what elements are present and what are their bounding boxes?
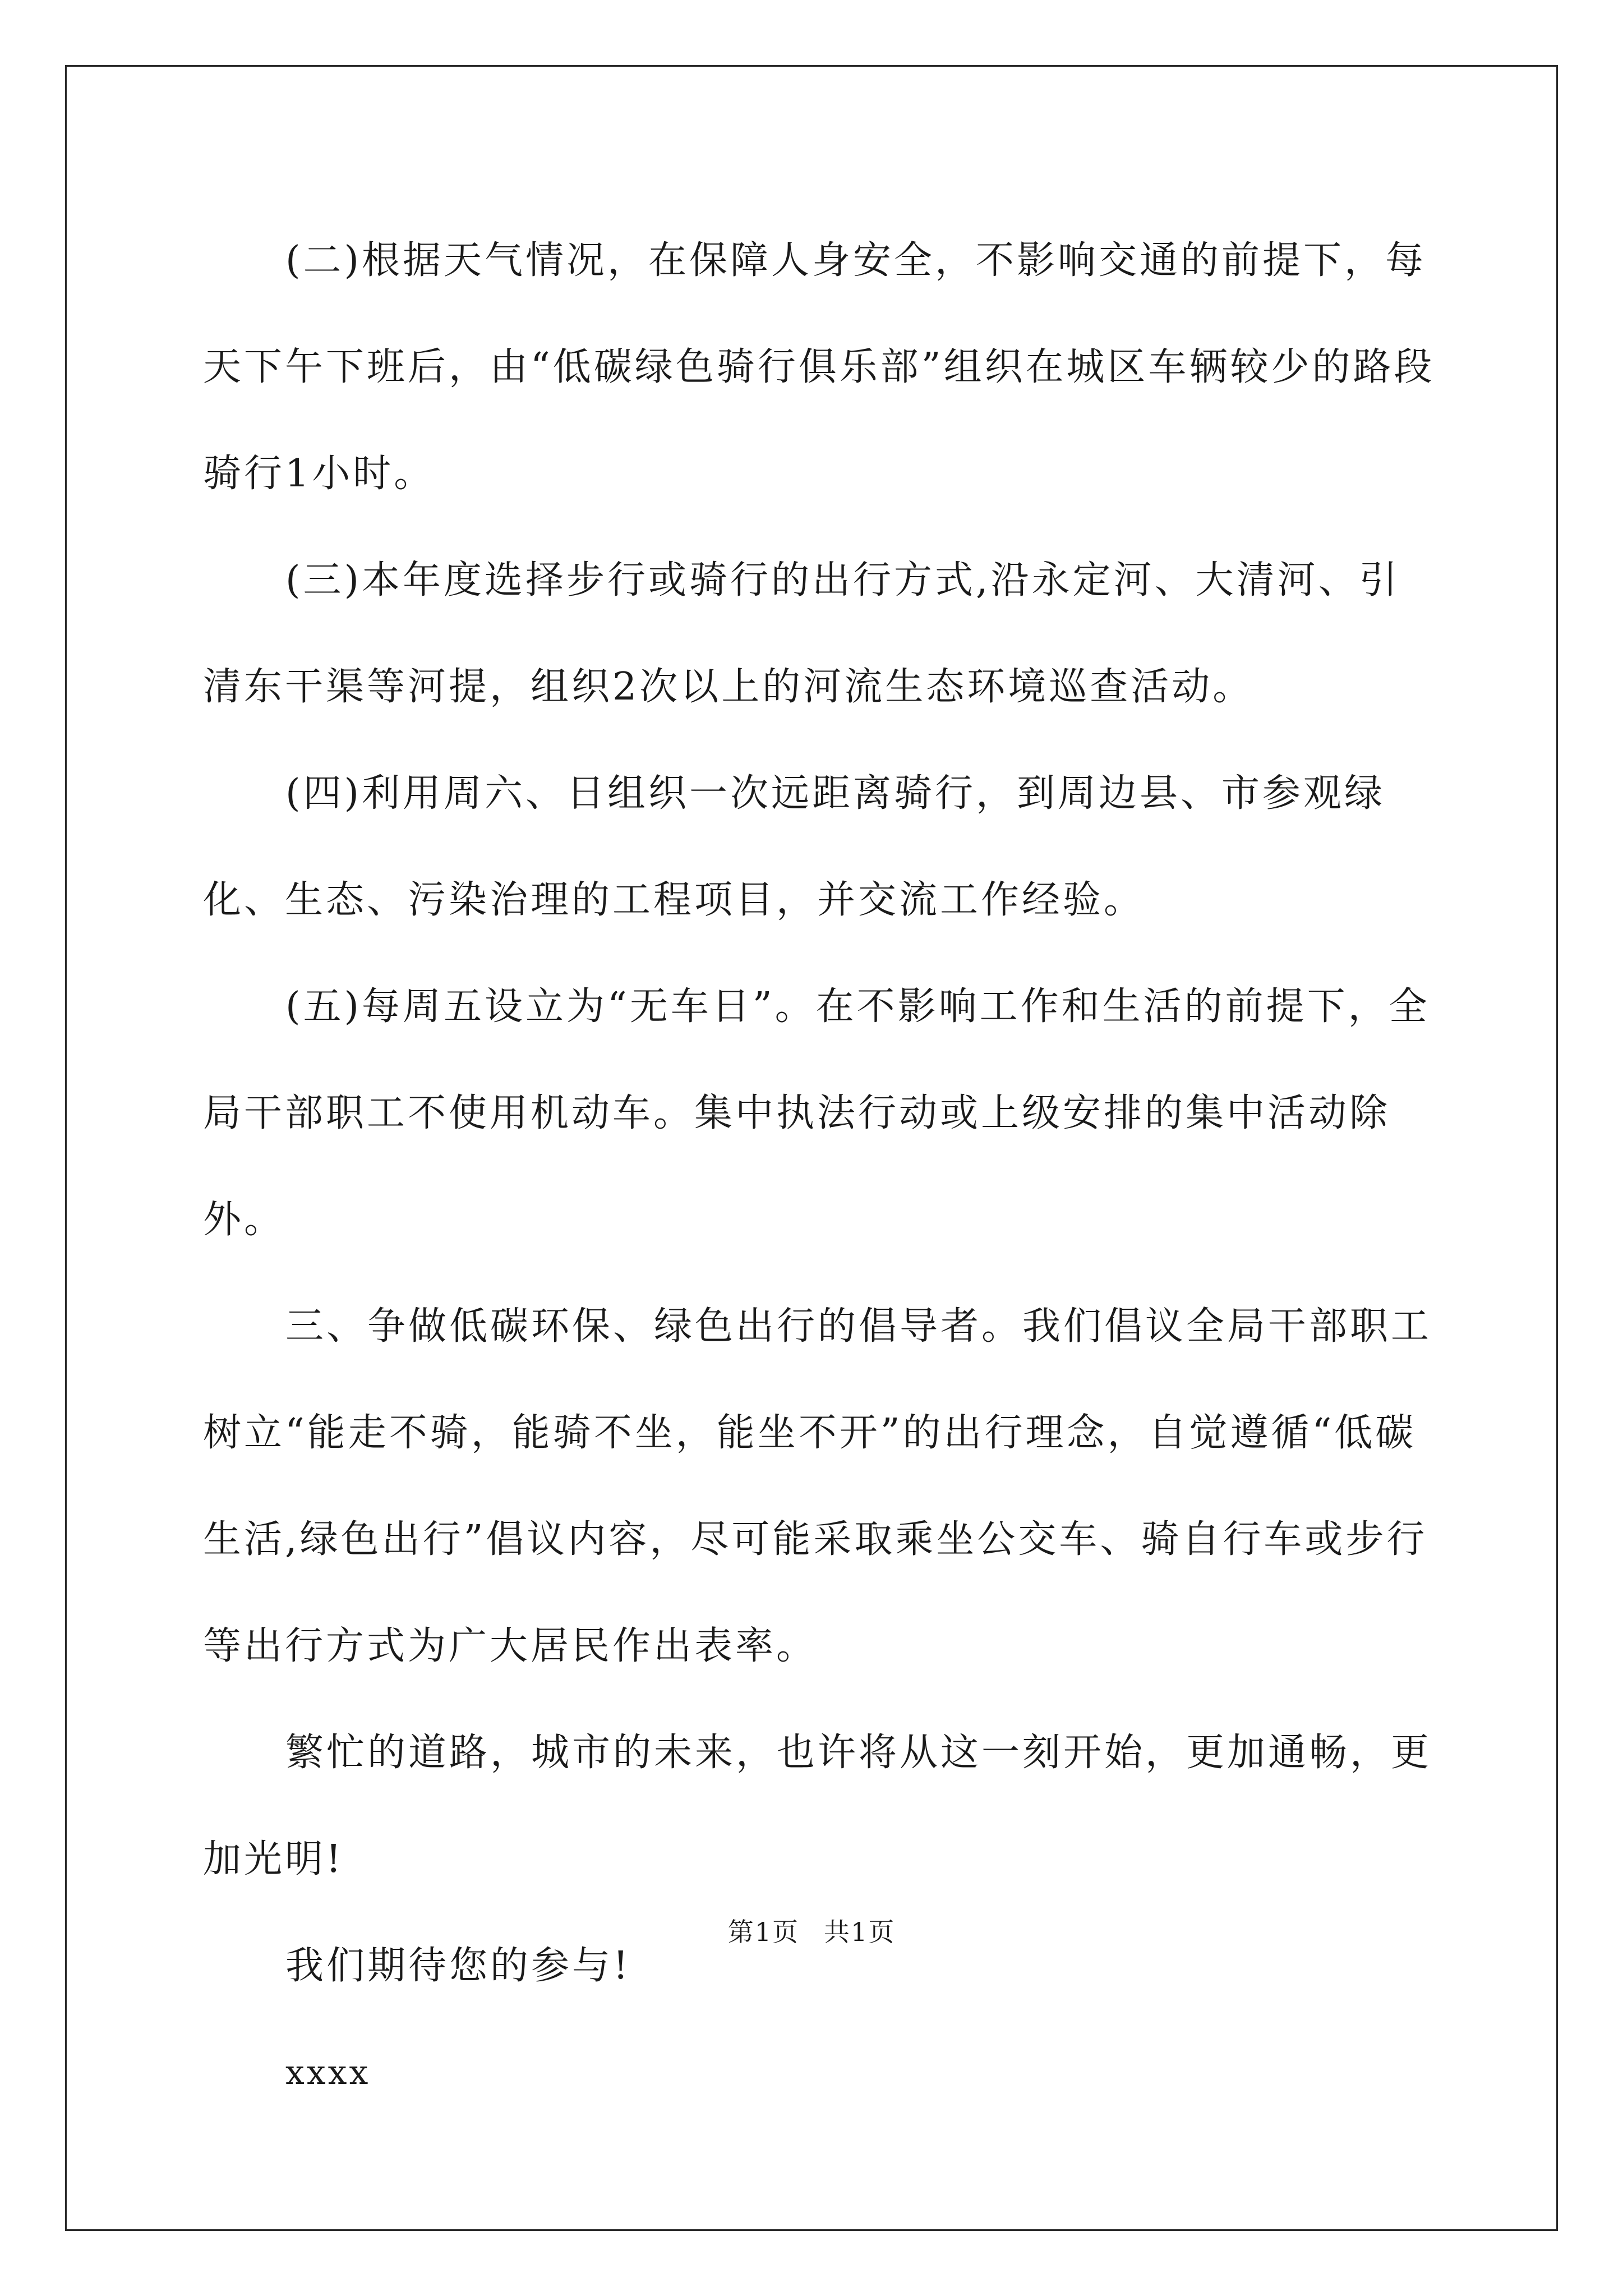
- paragraph-item-5: (五)每周五设立为“无车日”。在不影响工作和生活的前提下，全局干部职工不使用机动车。集中执法行动或上级安排的集中活动除外。: [203, 984, 1430, 1242]
- paragraph-item-2: (二)根据天气情况，在保障人身安全，不影响交通的前提下，每天下午下班后，由“低碳绿色骑行俱乐部”组织在城区车辆较少的路段骑行1小时。: [203, 238, 1435, 496]
- page-number-current: 第1页: [727, 1917, 799, 1947]
- paragraph-item-4: (四)利用周六、日组织一次远距离骑行，到周边县、市参观绿化、生态、污染治理的工程项目，并交流工作经验。: [203, 771, 1386, 922]
- paragraph-item-3: (三)本年度选择步行或骑行的出行方式,沿永定河、大清河、引清东干渠等河提，组织2次以上的河流生态环境巡查活动。: [203, 558, 1400, 709]
- page-number-total: 共1页: [824, 1917, 896, 1947]
- paragraph-section-3: 三、争做低碳环保、绿色出行的倡导者。我们倡议全局干部职工树立“能走不骑，能骑不坐，能坐不开”的出行理念，自觉遵循“低碳生活,绿色出行”倡议内容，尽可能采取乘坐公交车、骑自行车或步行等出行方式为广大居民作出表率。: [203, 1304, 1432, 1668]
- document-body: [203, 208, 1437, 2126]
- page-footer: [0, 1912, 1623, 1949]
- paragraph-closing: 繁忙的道路，城市的未来，也许将从这一刻开始，更加通畅，更加光明!: [203, 1731, 1432, 1881]
- signature: xxxx: [285, 2053, 371, 2092]
- paragraph-invitation: 我们期待您的参与!: [285, 1944, 631, 1988]
